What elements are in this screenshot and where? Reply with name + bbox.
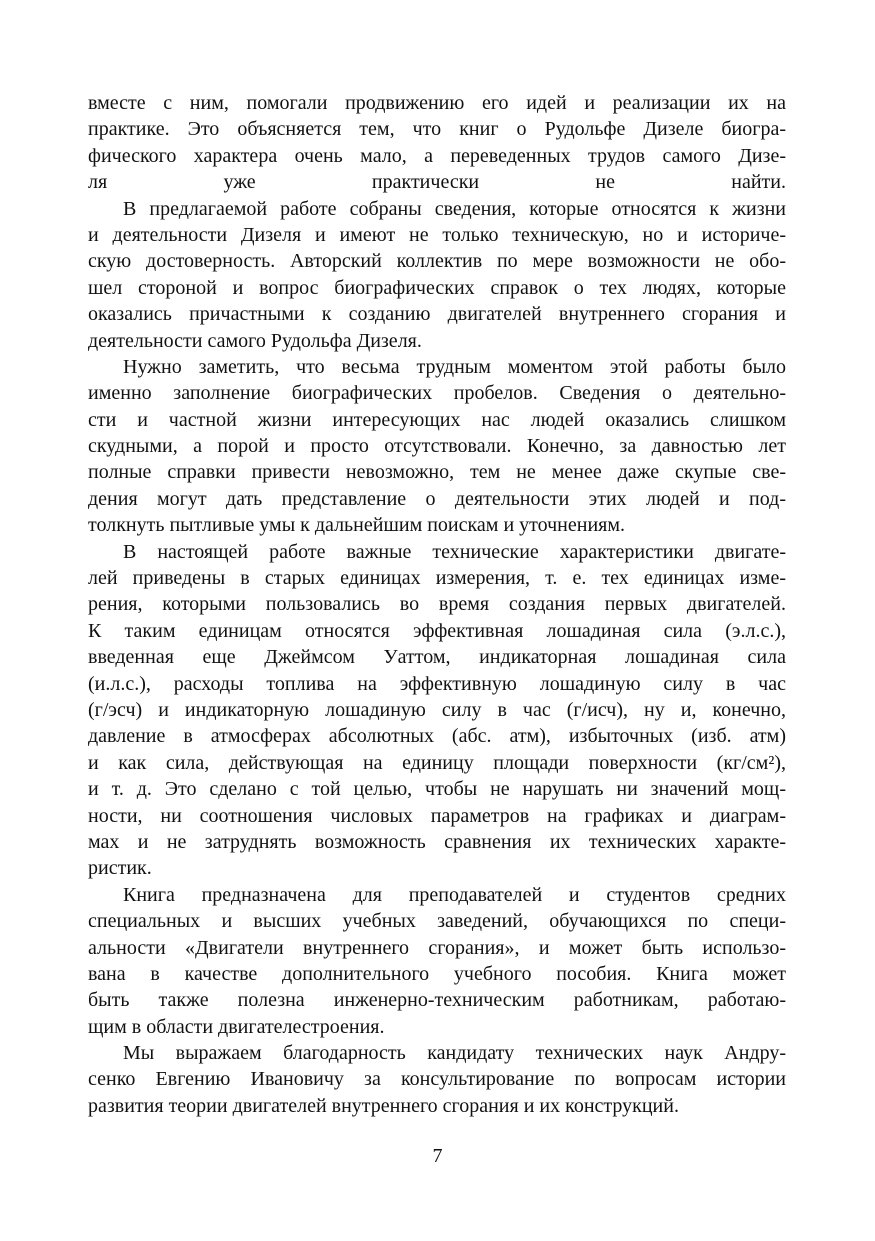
text-line: толкнуть пытливые умы к дальнейшим поискам и уточнениям.	[88, 514, 626, 537]
text-line: скую достоверность. Авторский коллектив по мере возможности не обо-	[88, 250, 786, 273]
text-line: мах и не затруднять возможность сравнения их технических характе-	[88, 830, 786, 853]
paragraph	[88, 1040, 786, 1119]
text-line: и как сила, действующая на единицу площади поверхности (кг/см²),	[88, 751, 786, 774]
text-line: вана в качестве дополнительного учебного пособия. Книга может	[88, 962, 786, 985]
text-line: деятельности самого Рудольфа Дизеля.	[88, 329, 422, 352]
text-line: скудными, а порой и просто отсутствовали. Конечно, за давностью лет	[88, 435, 786, 458]
paragraph	[88, 539, 786, 882]
text-line: ристик.	[88, 857, 152, 880]
text-line: быть также полезна инженерно-техническим работникам, работаю-	[88, 989, 786, 1012]
text-line: введенная еще Джеймсом Уаттом, индикаторная лошадиная сила	[88, 646, 786, 669]
text-line: именно заполнение биографических пробелов. Сведения о деятельно-	[88, 382, 786, 405]
text-line: фического характера очень мало, а переведенных трудов самого Дизе-	[88, 144, 786, 167]
text-line: оказались причастными к созданию двигателей внутреннего сгорания и	[88, 303, 786, 326]
text-line: сенко Евгению Ивановичу за консультирование по вопросам истории	[88, 1068, 786, 1091]
text-line: Книга предназначена для преподавателей и студентов средних	[123, 883, 786, 906]
text-line: Мы выражаем благодарность кандидату технических наук Андру-	[123, 1042, 786, 1065]
text-line: и деятельности Дизеля и имеют не только техническую, но и историче-	[88, 223, 786, 246]
text-line: рения, которыми пользовались во время создания первых двигателей.	[88, 593, 786, 616]
paragraph	[88, 90, 786, 196]
text-line: К таким единицам относятся эффективная лошадиная сила (э.л.с.),	[88, 619, 786, 642]
text-line: Нужно заметить, что весьма трудным моментом этой работы было	[123, 355, 786, 378]
paragraph	[88, 354, 786, 539]
text-line: В настоящей работе важные технические характеристики двигате-	[123, 540, 786, 563]
paragraph	[88, 196, 786, 354]
text-line: полные справки привести невозможно, тем не менее даже скупые све-	[88, 461, 786, 484]
text-line: щим в области двигателестроения.	[88, 1015, 385, 1038]
text-line: дения могут дать представление о деятельности этих людей и под-	[88, 487, 786, 510]
text-line: альности «Двигатели внутреннего сгорания», и может быть использо-	[88, 936, 786, 959]
text-line: специальных и высших учебных заведений, обучающихся по специ-	[88, 910, 786, 933]
page-number: 7	[432, 1145, 443, 1167]
text-line: и т. д. Это сделано с той целью, чтобы не нарушать ни значений мощ-	[88, 778, 786, 801]
text-line: ности, ни соотношения числовых параметров на графиках и диаграм-	[88, 804, 786, 827]
text-line: шел стороной и вопрос биографических справок о тех людях, которые	[88, 276, 786, 299]
text-line: (и.л.с.), расходы топлива на эффективную лошадиную силу в час	[88, 672, 786, 695]
text-line: вместе с ним, помогали продвижению его идей и реализации их на	[88, 92, 786, 114]
page-body	[88, 90, 786, 1119]
text-line: сти и частной жизни интересующих нас людей оказались слишком	[88, 408, 786, 431]
paragraph	[88, 882, 786, 1040]
text-line: В предлагаемой работе собраны сведения, которые относятся к жизни	[123, 197, 786, 220]
text-line: практике. Это объясняется тем, что книг о Рудольфе Дизеле биогра-	[88, 118, 786, 141]
text-line: развития теории двигателей внутреннего сгорания и их конструкций.	[88, 1094, 679, 1117]
text-line: лей приведены в старых единицах измерения, т. е. тех единицах изме-	[88, 567, 786, 590]
text-line: (г/эсч) и индикаторную лошадиную силу в час (г/исч), ну и, конечно,	[88, 698, 786, 721]
text-line: ля уже практически не найти.	[88, 171, 786, 194]
text-line: давление в атмосферах абсолютных (абс. атм), избыточных (изб. атм)	[88, 725, 786, 748]
